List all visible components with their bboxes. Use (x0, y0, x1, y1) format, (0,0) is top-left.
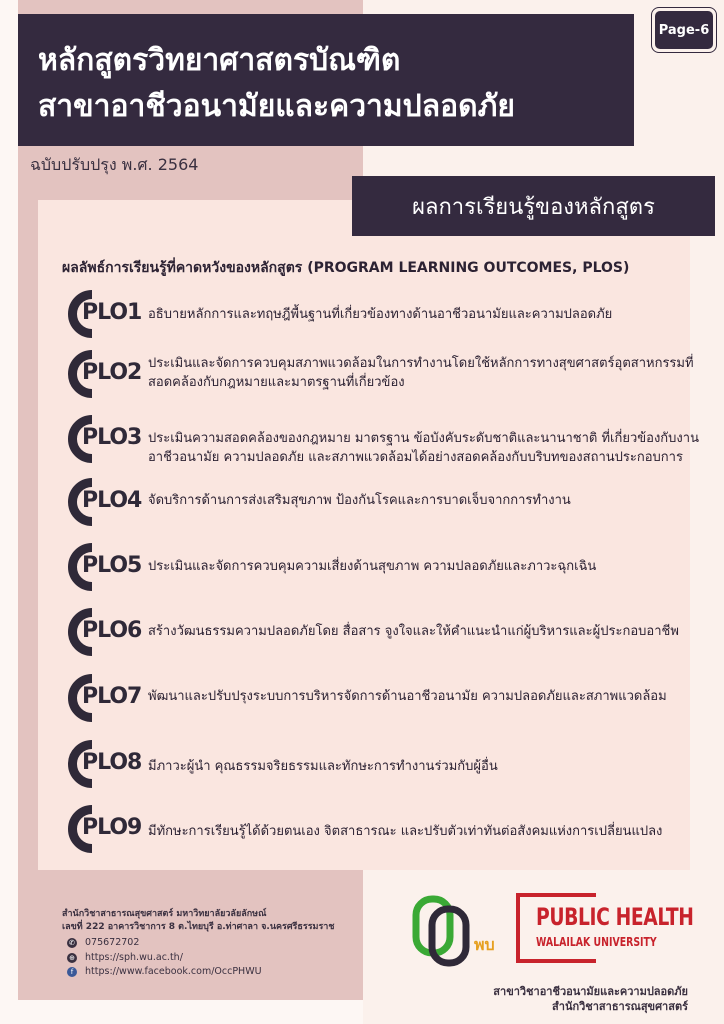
facebook-icon: f (67, 967, 77, 977)
contact-facebook (67, 966, 262, 977)
title-banner (18, 14, 634, 146)
plo-badge (68, 350, 148, 398)
footer-address (62, 908, 334, 934)
plo-badge (68, 290, 148, 338)
plo-badge (68, 608, 148, 656)
phone-icon: ✆ (67, 938, 77, 948)
section-title-text: ผลการเรียนรู้ของหลักสูตร (412, 194, 655, 220)
plo-item (68, 805, 698, 865)
plo-text: มีทักษะการเรียนรู้ได้ด้วยตนเอง จิตสาธารณะ และปรับตัวเท่าทันต่อสังคมแห่งการเปลี่ยนแปลง (148, 824, 663, 839)
org-address: เลขที่ 222 อาคารวิชาการ 8 ต.ไทยบุรี อ.ท่าศาลา จ.นครศรีธรรมราช (62, 922, 335, 932)
plo-badge (68, 478, 148, 526)
plo-text: สร้างวัฒนธรรมความปลอดภัยโดย สื่อสาร จูงใจและให้คำแนะนำแก่ผู้บริหารและผู้ประกอบอาชีพ (148, 624, 679, 639)
plo-item (68, 674, 698, 734)
plo-item (68, 350, 698, 410)
org-name: สำนักวิชาสาธารณสุขศาสตร์ มหาวิทยาลัยวลัยลักษณ์ (62, 909, 267, 919)
plo-code: PLO4 (82, 488, 142, 513)
plo-code: PLO3 (82, 425, 142, 450)
section-title (352, 176, 715, 236)
page-number-label: Page-6 (655, 11, 713, 49)
occ-logo-text: พบ (474, 935, 495, 954)
globe-icon: ⊕ (67, 953, 77, 963)
plo-text: ประเมินและจัดการควบคุมสภาพแวดล้อมในการทำงานโดยใช้หลักการทางสุขศาสตร์อุตสาหกรรมที่สอดคล้องกับกฎหมายและมาตรฐานที่เกี่ยวข้อง (148, 356, 694, 390)
plo-badge (68, 674, 148, 722)
plo-text: ประเมินและจัดการควบคุมความเสี่ยงด้านสุขภาพ ความปลอดภัยและภาวะฉุกเฉิน (148, 559, 597, 574)
plo-code: PLO7 (82, 684, 142, 709)
plo-badge (68, 543, 148, 591)
plo-text: อธิบายหลักการและทฤษฎีพื้นฐานที่เกี่ยวข้องทางด้านอาชีวอนามัยและความปลอดภัย (148, 307, 613, 322)
title-line-2: สาขาอาชีวอนามัยและความปลอดภัย (38, 89, 515, 124)
department-name: สาขาวิชาอาชีวอนามัยและความปลอดภัย (493, 985, 688, 998)
department-credit (480, 984, 688, 1014)
plo-badge (68, 415, 148, 463)
website-link[interactable]: https://sph.wu.ac.th/ (85, 952, 183, 963)
edition-label: ฉบับปรับปรุง พ.ศ. 2564 (30, 155, 199, 174)
plo-code: PLO5 (82, 553, 142, 578)
school-name: สำนักวิชาสาธารณสุขศาสตร์ (552, 1000, 688, 1013)
plo-code: PLO8 (82, 750, 142, 775)
occ-logo (410, 893, 510, 969)
plo-item (68, 478, 698, 538)
phone-number: 075672702 (85, 937, 140, 948)
plo-heading: ผลลัพธ์การเรียนรู้ที่คาดหวังของหลักสูตร (PROGRAM LEARNING OUTCOMES, PLOS) (62, 260, 630, 276)
occ-logo-mark (410, 893, 510, 969)
plo-text: ประเมินความสอดคล้องของกฎหมาย มาตรฐาน ข้อบังคับระดับชาติและนานาชาติ ที่เกี่ยวข้องกับงานอาชีวอนามัย ความปลอดภัย และสภาพแวดล้อมได้อย่างสอดคล้องกับบริบทของสถานประกอบการ (148, 431, 699, 465)
ph-logo-subtitle: WALAILAK UNIVERSITY (536, 935, 657, 949)
title-line-1: หลักสูตรวิทยาศาสตรบัณฑิต (38, 43, 401, 78)
plo-item (68, 608, 698, 668)
plo-code: PLO1 (82, 300, 142, 325)
plo-item (68, 543, 698, 603)
contact-phone (67, 937, 139, 948)
page-number-tag (651, 7, 717, 53)
plo-text: พัฒนาและปรับปรุงระบบการบริหารจัดการด้านอาชีวอนามัย ความปลอดภัยและสภาพแวดล้อม (148, 689, 667, 704)
plo-code: PLO9 (82, 815, 142, 840)
plo-badge (68, 740, 148, 788)
plo-item (68, 740, 698, 800)
plo-text: มีภาวะผู้นำ คุณธรรมจริยธรรมและทักษะการทำงานร่วมกับผู้อื่น (148, 759, 498, 774)
contact-website (67, 952, 183, 963)
facebook-link[interactable]: https://www.facebook.com/OccPHWU (85, 966, 262, 977)
plo-item (68, 415, 698, 475)
plo-text: จัดบริการด้านการส่งเสริมสุขภาพ ป้องกันโรคและการบาดเจ็บจากการทำงาน (148, 493, 571, 508)
plo-item (68, 290, 698, 350)
plo-code: PLO2 (82, 360, 142, 385)
public-health-logo (516, 893, 692, 963)
ph-logo-title: PUBLIC HEALTH (536, 903, 694, 931)
plo-badge (68, 805, 148, 853)
plo-code: PLO6 (82, 618, 142, 643)
